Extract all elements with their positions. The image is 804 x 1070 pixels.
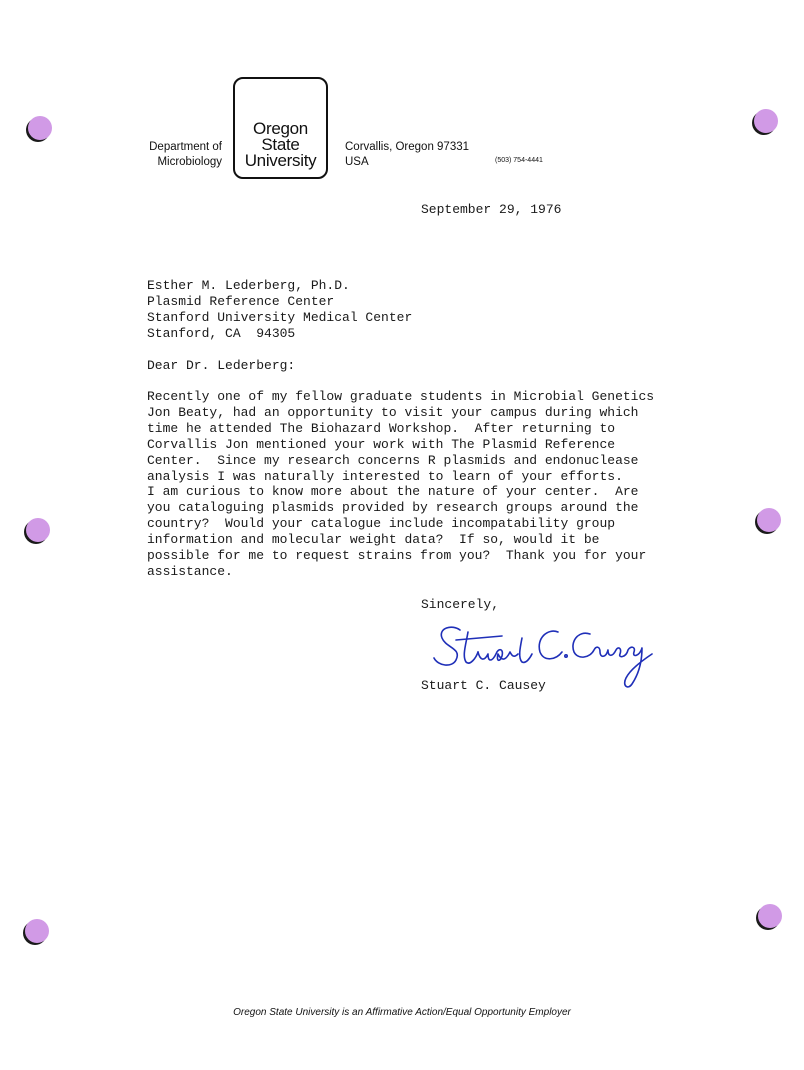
body-line: I am curious to know more about the nature of your center. Are [147, 484, 639, 500]
letter-date: September 29, 1976 [421, 202, 562, 217]
closing: Sincerely, [421, 597, 500, 612]
punch-hole [754, 109, 778, 133]
body-line: Jon Beaty, had an opportunity to visit your campus during which [147, 404, 639, 420]
punch-hole [28, 116, 52, 140]
logo-word: University [244, 151, 317, 170]
recipient-line: Plasmid Reference Center [147, 294, 335, 309]
body-line: assistance. [147, 563, 233, 579]
body-line: time he attended The Biohazard Workshop. After returning to [147, 420, 616, 436]
punch-hole [26, 518, 50, 542]
body-line: country? Would your catalogue include incompatability group [147, 516, 616, 532]
recipient-line: Stanford, CA 94305 [147, 326, 296, 341]
university-logo [233, 77, 328, 179]
logo-word: Oregon [253, 119, 308, 138]
punch-hole [25, 919, 49, 943]
address-line: Corvallis, Oregon 97331 [345, 141, 470, 153]
body-line: Recently one of my fellow graduate students in Microbial Genetics [147, 389, 655, 404]
phone-number: (503) 754-4441 [495, 157, 543, 164]
address-block [345, 140, 469, 170]
department-line: Microbiology [157, 156, 222, 168]
department-block [130, 140, 222, 170]
department-line: Department of [149, 141, 222, 153]
recipient-line: Stanford University Medical Center [147, 310, 413, 325]
typed-signature-name: Stuart C. Causey [421, 678, 546, 693]
punch-hole [758, 904, 782, 928]
body-line: Center. Since my research concerns R plasmids and endonuclease [147, 452, 639, 468]
recipient-address [147, 278, 412, 342]
body-line: information and molecular weight data? If so, would it be [147, 532, 600, 548]
salutation: Dear Dr. Lederberg: [147, 358, 296, 373]
punch-hole [757, 508, 781, 532]
address-line: USA [345, 156, 369, 168]
recipient-line: Esther M. Lederberg, Ph.D. [147, 278, 350, 293]
footer-statement: Oregon State University is an Affirmative Action/Equal Opportunity Employer [233, 1007, 571, 1018]
body-line: you cataloguing plasmids provided by research groups around the [147, 500, 639, 516]
body-line: analysis I was naturally interested to learn of your efforts. [147, 468, 623, 484]
body-line: possible for me to request strains from you? Thank you for your [147, 548, 647, 564]
logo-word: State [261, 135, 300, 154]
letter-body [147, 389, 654, 580]
body-line: Corvallis Jon mentioned your work with The Plasmid Reference [147, 436, 616, 452]
